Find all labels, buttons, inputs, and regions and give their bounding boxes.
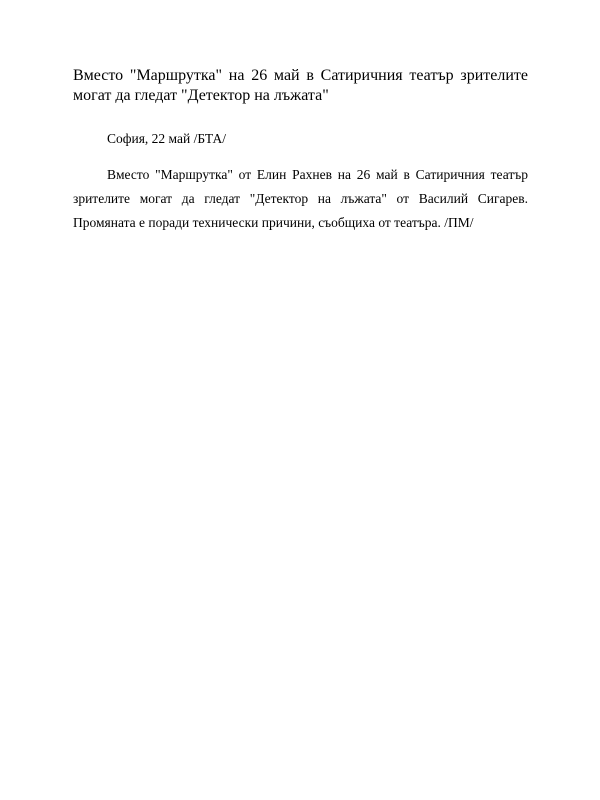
article-dateline: София, 22 май /БТА/ xyxy=(107,131,227,146)
article-body: Вместо "Маршрутка" от Елин Рахнев на 26 май в Сатиричния театър зрителите могат да гледат "Детектор на лъжата" от Василий Сигарев. Промяната е поради технически причини, съобщиха от театъра. /ПМ/ xyxy=(73,167,528,230)
article-headline: Вместо "Маршрутка" на 26 май в Сатиричния театър зрителите могат да гледат "Детектор на лъжата" xyxy=(73,67,528,104)
